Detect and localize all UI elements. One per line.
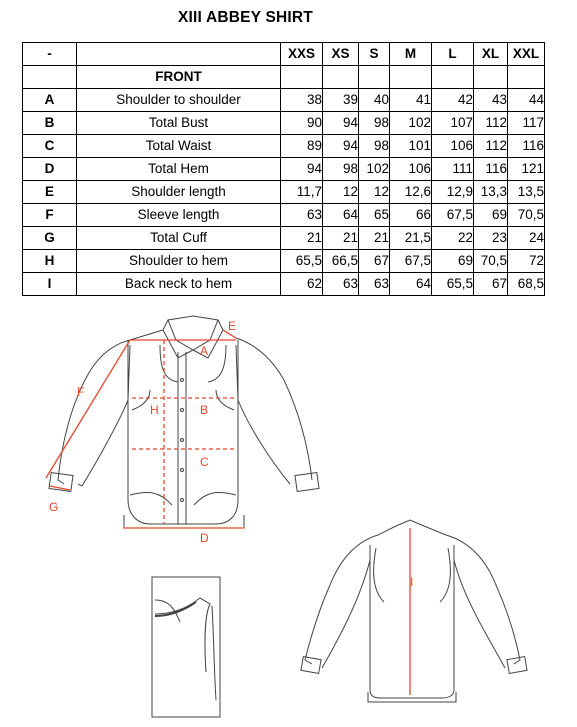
diagram-label-d: D xyxy=(200,531,209,545)
row-letter: E xyxy=(23,181,77,204)
measurement-lines xyxy=(46,330,410,695)
value-cell: 72 xyxy=(508,250,545,273)
table-row xyxy=(23,204,545,227)
diagram-label-c: C xyxy=(200,455,209,469)
diagram-label-g: G xyxy=(49,500,59,514)
size-header: XL xyxy=(474,43,508,66)
value-cell: 66,5 xyxy=(323,250,359,273)
value-cell: 43 xyxy=(474,89,508,112)
value-cell: 23 xyxy=(474,227,508,250)
value-cell: 13,3 xyxy=(474,181,508,204)
value-cell: 94 xyxy=(323,112,359,135)
row-letter: H xyxy=(23,250,77,273)
measurement-name: Total Cuff xyxy=(77,227,281,250)
value-cell: 44 xyxy=(508,89,545,112)
blank-cell xyxy=(474,66,508,89)
value-cell: 116 xyxy=(508,135,545,158)
measurement-name: Shoulder to shoulder xyxy=(77,89,281,112)
blank-header-cell xyxy=(77,43,281,66)
value-cell: 21,5 xyxy=(390,227,432,250)
value-cell: 64 xyxy=(390,273,432,296)
value-cell: 69 xyxy=(432,250,474,273)
value-cell: 13,5 xyxy=(508,181,545,204)
size-chart-table xyxy=(22,42,545,296)
table-row xyxy=(23,250,545,273)
value-cell: 22 xyxy=(432,227,474,250)
value-cell: 21 xyxy=(359,227,390,250)
size-header: L xyxy=(432,43,474,66)
table-row xyxy=(23,112,545,135)
value-cell: 63 xyxy=(323,273,359,296)
diagram-label-h: H xyxy=(150,403,159,417)
value-cell: 89 xyxy=(281,135,323,158)
value-cell: 102 xyxy=(390,112,432,135)
value-cell: 101 xyxy=(390,135,432,158)
value-cell: 106 xyxy=(390,158,432,181)
value-cell: 66 xyxy=(390,204,432,227)
shoulder-detail-drawing xyxy=(152,577,220,717)
table-row xyxy=(23,158,545,181)
value-cell: 65,5 xyxy=(432,273,474,296)
section-row xyxy=(23,66,545,89)
size-header: S xyxy=(359,43,390,66)
value-cell: 63 xyxy=(359,273,390,296)
value-cell: 94 xyxy=(281,158,323,181)
shirt-back-drawing xyxy=(301,520,527,702)
blank-cell xyxy=(23,66,77,89)
value-cell: 12,6 xyxy=(390,181,432,204)
section-heading: FRONT xyxy=(77,66,281,89)
value-cell: 67 xyxy=(474,273,508,296)
value-cell: 40 xyxy=(359,89,390,112)
diagram-label-i: I xyxy=(410,575,414,589)
measurement-name: Total Bust xyxy=(77,112,281,135)
size-header: XXS xyxy=(281,43,323,66)
blank-cell xyxy=(323,66,359,89)
value-cell: 64 xyxy=(323,204,359,227)
corner-cell: - xyxy=(23,43,77,66)
diagram-label-b: B xyxy=(200,403,209,417)
table-header-row xyxy=(23,43,545,66)
value-cell: 70,5 xyxy=(508,204,545,227)
size-header: M xyxy=(390,43,432,66)
value-cell: 112 xyxy=(474,112,508,135)
value-cell: 121 xyxy=(508,158,545,181)
blank-cell xyxy=(508,66,545,89)
measurement-name: Total Hem xyxy=(77,158,281,181)
measurement-name: Back neck to hem xyxy=(77,273,281,296)
value-cell: 117 xyxy=(508,112,545,135)
blank-cell xyxy=(432,66,474,89)
value-cell: 21 xyxy=(281,227,323,250)
value-cell: 39 xyxy=(323,89,359,112)
table-row xyxy=(23,135,545,158)
row-letter: G xyxy=(23,227,77,250)
value-cell: 12 xyxy=(323,181,359,204)
value-cell: 90 xyxy=(281,112,323,135)
size-header: XS xyxy=(323,43,359,66)
value-cell: 62 xyxy=(281,273,323,296)
row-letter: D xyxy=(23,158,77,181)
value-cell: 24 xyxy=(508,227,545,250)
value-cell: 98 xyxy=(359,135,390,158)
value-cell: 21 xyxy=(323,227,359,250)
value-cell: 41 xyxy=(390,89,432,112)
value-cell: 67,5 xyxy=(390,250,432,273)
value-cell: 42 xyxy=(432,89,474,112)
value-cell: 38 xyxy=(281,89,323,112)
blank-cell xyxy=(281,66,323,89)
table-row xyxy=(23,181,545,204)
row-letter: B xyxy=(23,112,77,135)
shirt-front-drawing xyxy=(49,316,319,528)
diagram-label-a: A xyxy=(200,344,209,358)
value-cell: 68,5 xyxy=(508,273,545,296)
value-cell: 98 xyxy=(359,112,390,135)
table-row xyxy=(23,227,545,250)
value-cell: 94 xyxy=(323,135,359,158)
value-cell: 65,5 xyxy=(281,250,323,273)
row-letter: F xyxy=(23,204,77,227)
value-cell: 107 xyxy=(432,112,474,135)
value-cell: 106 xyxy=(432,135,474,158)
value-cell: 63 xyxy=(281,204,323,227)
measurement-name: Shoulder to hem xyxy=(77,250,281,273)
table-row xyxy=(23,89,545,112)
value-cell: 111 xyxy=(432,158,474,181)
size-header: XXL xyxy=(508,43,545,66)
diagram-label-e: E xyxy=(228,319,237,333)
value-cell: 12 xyxy=(359,181,390,204)
measurement-name: Total Waist xyxy=(77,135,281,158)
measurement-name: Shoulder length xyxy=(77,181,281,204)
value-cell: 11,7 xyxy=(281,181,323,204)
value-cell: 116 xyxy=(474,158,508,181)
value-cell: 98 xyxy=(323,158,359,181)
row-letter: A xyxy=(23,89,77,112)
document-title: XIII ABBEY SHIRT xyxy=(178,9,313,26)
blank-cell xyxy=(359,66,390,89)
shirt-diagram xyxy=(0,305,577,727)
row-letter: C xyxy=(23,135,77,158)
blank-cell xyxy=(390,66,432,89)
value-cell: 67 xyxy=(359,250,390,273)
diagram-label-f: F xyxy=(77,385,85,399)
value-cell: 67,5 xyxy=(432,204,474,227)
measurement-name: Sleeve length xyxy=(77,204,281,227)
value-cell: 112 xyxy=(474,135,508,158)
value-cell: 69 xyxy=(474,204,508,227)
value-cell: 102 xyxy=(359,158,390,181)
row-letter: I xyxy=(23,273,77,296)
value-cell: 12,9 xyxy=(432,181,474,204)
value-cell: 70,5 xyxy=(474,250,508,273)
table-row xyxy=(23,273,545,296)
value-cell: 65 xyxy=(359,204,390,227)
